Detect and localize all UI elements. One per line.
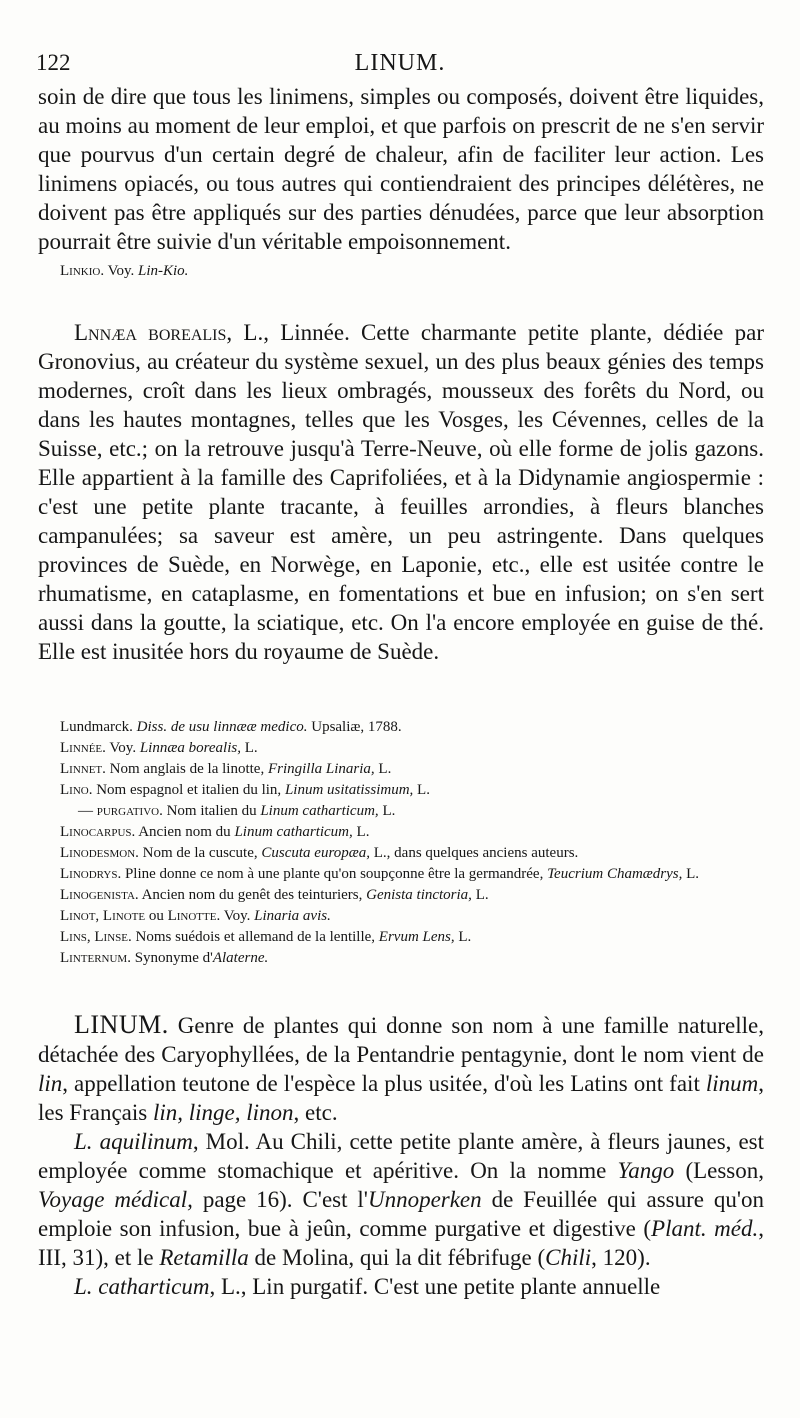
species-name: L. aquilinum — [74, 1129, 193, 1154]
entry-linkio — [38, 261, 764, 282]
entry-linodesmon: Linodesmon. Nom de la cuscute, Cuscuta europæa, L., dans quelques anciens auteurs. — [60, 845, 579, 861]
entry-ref: Lin-Kio. — [138, 263, 189, 279]
entry-voy: Voy. — [107, 263, 135, 279]
page-title: LINUM. — [354, 50, 446, 76]
species-name: L. catharticum — [74, 1274, 210, 1299]
entry-linnaea-borealis — [38, 318, 764, 666]
entry-linnee: Linnée. Voy. Linnæa borealis, L. — [60, 740, 258, 756]
entry-term: Linkio. — [60, 263, 105, 279]
opening-section — [38, 82, 764, 282]
entry-text: , L., Linnée. Cette charmante petite plante, dédiée par Gronovius, au créateur du système sexuel, un des plus beaux génies des temps modernes, croît dans les lieux ombragés, mousseux des forêts du Nord, ou dans les hautes montagnes, telles que les Vosges, les Cévennes, celles de la Suisse, etc.; on la retrouve jusqu'à Terre-Neuve, où elle forme de jolis gazons. Elle appartient à la famille des Caprifoliées, et à la Didynamie angiospermie : c'est une petite plante tracante, à feuilles arrondies, à fleurs blanches campanulées; sa saveur est amère, un peu astringente. Dans quelques provinces de Suède, en Norwège, en Laponie, etc., elle est usitée contre le rhumatisme, en cataplasme, en fomentations et bue en infusion; on s'en sert aussi dans la goutte, la sciatique, etc. On l'a encore employée en guise de thé. Elle est inusitée hors du royaume de Suède. — [38, 320, 765, 664]
opening-paragraph: soin de dire que tous les linimens, simples ou composés, doivent être liquides, au moins au moment de leur emploi, et que parfois on prescrit de ne s'en servir que pourvus d'un certain degré de chaleur, afin de faciliter leur action. Les linimens opiacés, ou tous autres qui contiendraient des principes délétères, ne doivent pas être appliqués sur des parties dénudées, parce que leur absorption pourrait être suivie d'un véritable empoisonnement. — [38, 84, 764, 254]
entry-linogenista: Linogenista. Ancien nom du genêt des teinturiers, Genista tinctoria, L. — [60, 887, 489, 903]
entry-head: LINUM. — [74, 1010, 169, 1039]
entry-linum-catharticum: L. catharticum, L., Lin purgatif. C'est une petite plante annuelle — [74, 1274, 661, 1299]
entry-term: Lnnæa borealis — [74, 320, 227, 345]
entry-linternum: Linternum. Synonyme d'Alaterne. — [60, 950, 269, 966]
entry-linodrys: Linodrys. Pline donne ce nom à une plante qu'on soupçonne être la germandrée, Teucrium Chamædrys, L. — [60, 866, 700, 882]
entry-lins: Lins, Linse. Noms suédois et allemand de la lentille, Ervum Lens, L. — [60, 929, 472, 945]
page-number: 122 — [36, 50, 71, 75]
entry-linot: Linot, Linote ou Linotte. Voy. Linaria avis. — [60, 908, 331, 924]
linum-section — [38, 1010, 764, 1301]
entry-linum-aquilinum: L. aquilinum, Mol. Au Chili, cette petite plante amère, à fleurs jaunes, est employée comme stomachique et apéritive. On la nomme Yango (Lesson, Voyage médical, page 16). C'est l'Unnoperken de Feuillée qui assure qu'on emploie son infusion, bue à jeûn, comme purgative et digestive (Plant. méd., III, 31), et le Retamilla de Molina, qui la dit fébrifuge (Chili, 120). — [38, 1129, 765, 1270]
entry-linnet: Linnet. Nom anglais de la linotte, Fringilla Linaria, L. — [60, 761, 392, 777]
running-head — [36, 50, 764, 84]
entry-lino: Lino. Nom espagnol et italien du lin, Linum usitatissimum, L. — [60, 782, 430, 798]
entry-linum: LINUM. Genre de plantes qui donne son nom à une famille naturelle, détachée des Caryophyllées, de la Pentandrie pentagynie, dont le nom vient de lin, appellation teutone de l'espèce la plus usitée, d'où les Latins ont fait linum, les Français lin, linge, linon, etc. — [38, 1010, 765, 1125]
short-entries — [38, 717, 764, 969]
citation-lundmarck: Lundmarck. Diss. de usu linnææ medico. Upsaliæ, 1788. — [60, 719, 402, 735]
entry-lino-purgativo: — purgativo. Nom italien du Linum catharticum, L. — [78, 803, 396, 819]
entry-linocarpus: Linocarpus. Ancien nom du Linum catharticum, L. — [60, 824, 370, 840]
linnaea-section — [38, 318, 764, 666]
